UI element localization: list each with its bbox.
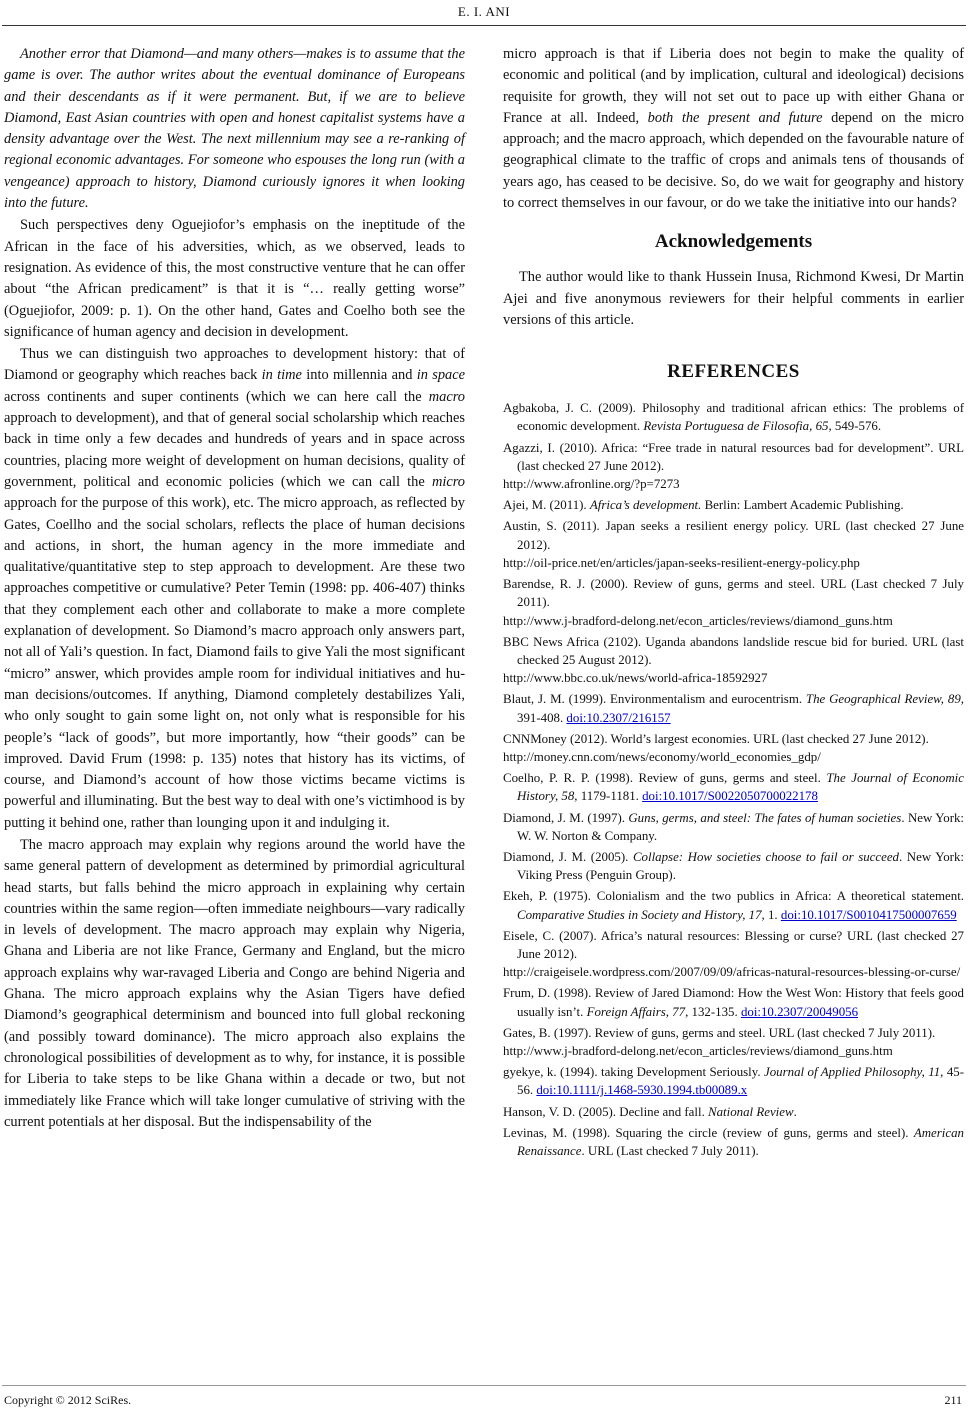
reference-text: BBC News Africa (2102). Uganda abandons landslide rescue bid for buried. URL (last checked 25 August 2012). — [503, 634, 964, 667]
reference-url[interactable]: http://craigeisele.wordpress.com/2007/09/09/africas-natural-resources-blessing-or-curse/ — [503, 965, 961, 980]
italic-text: Collapse: How societies choose to fail or succeed — [632, 849, 900, 864]
reference-item — [503, 399, 964, 435]
reference-item — [503, 769, 964, 805]
reference-item — [503, 887, 964, 923]
italic-text: American Renaissance — [517, 1125, 964, 1158]
reference-url[interactable]: http://money.cnn.com/news/economy/world_economies_gdp/ — [503, 749, 821, 764]
running-header: E. I. ANI — [457, 4, 511, 19]
reference-text: Hanson, V. D. (2005). Decline and fall. — [503, 1104, 709, 1119]
reference-url[interactable]: http://www.afronline.org/?p=7273 — [503, 477, 680, 492]
reference-text: Barendse, R. J. (2000). Review of guns, germs and steel. URL (Last checked 7 July 2011). — [503, 577, 964, 610]
italic-text: Africa’s development. — [589, 498, 702, 513]
reference-item — [503, 517, 964, 572]
body-paragraph — [4, 835, 465, 1133]
italic-text: both the present and future — [647, 109, 823, 126]
italic-text: Comparative Studies in Society and History, 17, — [517, 907, 765, 922]
doi-link[interactable]: doi:10.1017/S0010417500007659 — [780, 907, 957, 922]
reference-list — [503, 399, 964, 1160]
text-run: approach to development), and that of general social scholarship which reaches back in time only a few decades and hundreds of years and in space across countries, placing more weight of development on human decisions, quality of government, political and economic policies (which we can call the — [4, 410, 465, 490]
reference-text: . New York: Viking Press (Penguin Group). — [517, 849, 965, 883]
italic-text: in space — [416, 367, 465, 384]
reference-text: Levinas, M. (1998). Squaring the circle (review of guns, germs and steel). — [503, 1125, 914, 1140]
reference-item — [503, 927, 964, 982]
reference-url[interactable]: http://www.j-bradford-delong.net/econ_articles/reviews/diamond_guns.htm — [503, 613, 893, 628]
italic-text: Guns, germs, and steel: The fates of human societies — [628, 810, 902, 825]
reference-text: Ajei, M. (2011). — [503, 498, 590, 513]
footer-rule — [2, 1385, 966, 1386]
text-run: Thus we can distinguish two approaches to development history: that of Diamond or geography which reaches back — [4, 346, 465, 384]
reference-url[interactable]: http://www.j-bradford-delong.net/econ_articles/reviews/diamond_guns.htm — [503, 1043, 893, 1058]
italic-text: micro — [431, 473, 465, 490]
reference-item — [503, 984, 964, 1020]
italic-text: macro — [428, 388, 465, 405]
italic-text: The Geographical Review, 89, — [805, 692, 964, 707]
text-run: across continents and super continents (which we can here call the — [4, 388, 429, 405]
reference-text: gyekye, k. (1994). taking Development Seriously. — [503, 1065, 765, 1080]
acknowledgements-text: The author would like to thank Hussein Inusa, Richmond Kwesi, Dr Martin Ajei and five anonymous reviewers for their helpful comments in earlier versions of this article. — [503, 269, 964, 328]
reference-item — [503, 690, 964, 726]
left-column — [4, 44, 465, 1133]
reference-item — [503, 1124, 964, 1160]
italic-text: Foreign Affairs, 77, — [586, 1004, 689, 1019]
acknowledgements-heading: Acknowledgements — [654, 231, 813, 253]
reference-item — [503, 1103, 964, 1121]
italic-text: Journal of Applied Philosophy, 11, — [764, 1065, 944, 1080]
reference-text: 1. — [764, 907, 781, 922]
reference-item — [503, 496, 964, 514]
reference-text: Diamond, J. M. (2005). — [503, 849, 633, 864]
text-run: into millennia and — [301, 367, 417, 384]
reference-text: 45-56. — [517, 1065, 964, 1098]
doi-link[interactable]: doi:10.2307/20049056 — [740, 1004, 859, 1019]
doi-link[interactable]: doi:10.1111/j.1468-5930.1994.tb00089.x — [536, 1083, 748, 1098]
reference-item — [503, 633, 964, 688]
reference-url[interactable]: http://www.bbc.co.uk/news/world-africa-18592927 — [503, 671, 768, 686]
reference-item — [503, 1063, 964, 1099]
text-run: approach for the purpose of this work), etc. The micro approach, as reflected by Gates, Coellho and the social scholars, reflects the place of human decisions and actions, in short, the human agency in the more immediate and qualitative/quantitative step to step approach to development. Are these two approaches competitive or cumulative? Peter Temin (1998: pp. 406-407) thinks that they complement each other and collaborate to make a more complete explanation of development. So Diamond’s macro approach only answers part, not all of Yali’s question. In fact, Diamond fails to give Yali the most significant “micro” answer, which provides ample room for individual initiatives and human decisions/outcomes. If anything, Diamond completely destabilizes Yali, who only sought to gain some light on, not only what is responsible for his people’s “lack of goods”, but more importantly, how “their goods” can be improved. David Frum (1998: p. 135) notes that history has its victims, of course, and Diamond’s account of how those victims became victims is powerful and illuminating. But the best way to deal with one’s victimhood is by putting it behind one, rather than lounging upon it and indulging it. — [4, 495, 465, 831]
reference-text: Agazzi, I. (2010). Africa: “Free trade in natural resources bad for development”. URL (last checked 27 June 2012). — [503, 440, 964, 473]
reference-item — [503, 575, 964, 630]
reference-item — [503, 1024, 964, 1060]
reference-text: 549-576. — [831, 419, 882, 434]
reference-text: Agbakoba, J. C. (2009). Philosophy and traditional african ethics: The problems of economic development. — [503, 401, 964, 434]
text-run: Another error that Diamond—and many others—makes is to assume that the game is over. The author writes about the eventual dominance of Europeans and their descendants as if it were permanent. But, — [4, 46, 465, 105]
page-number: 211 — [944, 1393, 962, 1407]
italic-text: Revista Portuguesa de Filosofia, 65, — [643, 419, 832, 434]
text-run: depend on the micro approach; and the macro approach, which depended on the favourable nature of geographical climate to the traffic of crops and animals tens of thousands of years ago, has ceased to be decisive. So, do we wait for geography and history to correct themselves in our favour, or do we take the initiative into our hands? — [503, 109, 964, 212]
doi-link[interactable]: doi:10.2307/216157 — [566, 710, 671, 725]
reference-text: 132-135. — [688, 1004, 741, 1019]
text-run: micro approach is that if Liberia does not begin to make the quality of economic and political (and by implication, cultural and ideological) decisions requisite for growth, they will not set out to pace up with either Ghana or France at all. Indeed, — [503, 46, 964, 126]
reference-text: Frum, D. (1998). Review of Jared Diamond: How the West Won: History that feels good usually isn’t. — [503, 986, 964, 1019]
text-run: The macro approach may explain why regions around the world have the same general pattern of development as determined by primordial agricultural head starts, but falls behind the micro approach in explaining why certain countries within the same region—often immediate neighbours—vary radically in levels of development. The macro approach may explain why Nigeria, Ghana and Liberia are not like France, Germany and England, but the micro approach explains why war-ravaged Liberia and Congo are behind Nigeria and Ghana. The micro approach explains why the Asian Tigers have defied Diamond’s geographical determinism and bounced into full global reckoning (and possibly toward dominance). The micro approach also explains the chronological possibilities of development as to why, for instance, it is possible for Liberia to take steps to be like Ghana within a decade or two, but not immediately like France which will take longer cumulative of striving with the current potentials at her disposal. But the indispensability of the — [4, 836, 465, 1130]
references-heading: REFERENCES — [667, 361, 800, 383]
italic-text: National Review — [708, 1104, 794, 1119]
emphasis-text: if we are to believe Diamond — [4, 88, 465, 126]
reference-text: Berlin: Lambert Academic Publishing. — [701, 498, 904, 513]
reference-text: Coelho, P. R. P. (1998). Review of guns, germs and steel. — [503, 771, 827, 786]
reference-text: CNNMoney (2012). World’s largest economies. URL (last checked 27 June 2012). — [503, 731, 929, 746]
reference-text: . URL (Last checked 7 July 2011). — [581, 1143, 759, 1158]
reference-item — [503, 439, 964, 494]
reference-text: 1179-1181. — [577, 789, 643, 804]
reference-text: Eisele, C. (2007). Africa’s natural resources: Blessing or curse? URL (last checked 27 June 2012). — [503, 928, 964, 961]
text-run: , East Asian countries with open and honest capitalist systems have a density advantage over the West. The next millennium may see a re-ranking of regional economic advantages. For someone who espouses the long run (with a vengeance) approach to history, Diamond curiously ignores it when looking into the future. — [4, 109, 465, 212]
italic-text: The Journal of Economic History, 58, — [517, 771, 964, 804]
header-rule — [2, 25, 966, 26]
body-paragraph — [4, 215, 465, 343]
copyright-notice: Copyright © 2012 SciRes. — [4, 1393, 132, 1407]
reference-text: Austin, S. (2011). Japan seeks a resilient energy policy. URL (last checked 27 June 2012). — [503, 519, 964, 552]
reference-item — [503, 730, 964, 766]
body-paragraph — [4, 344, 465, 834]
reference-item — [503, 848, 964, 884]
reference-text: . New York: W. W. Norton & Company. — [517, 810, 965, 843]
right-column — [503, 44, 964, 1163]
reference-text: Blaut, J. M. (1999). Environmentalism and eurocentrism. — [503, 692, 806, 707]
reference-text: Ekeh, P. (1975). Colonialism and the two publics in Africa: A theoretical statement. — [503, 889, 964, 904]
reference-text: Diamond, J. M. (1997). — [503, 810, 629, 825]
body-paragraph — [503, 44, 964, 214]
reference-url[interactable]: http://oil-price.net/en/articles/japan-seeks-resilient-energy-policy.php — [503, 555, 860, 570]
italic-text: in time — [261, 367, 302, 384]
quoted-passage — [4, 44, 465, 214]
reference-text: . — [793, 1104, 797, 1119]
reference-text: 391-408. — [517, 710, 567, 725]
reference-text: Gates, B. (1997). Review of guns, germs and steel. URL (last checked 7 July 2011). — [503, 1025, 936, 1040]
text-run: Such perspectives deny Oguejiofor’s emphasis on the ineptitude of the African in the face of his adversities, which, as we observed, leads to resignation. As evidence of this, the most constructive venture that he can offer about “the African predicament” is that it is “… really getting worse” (Oguejiofor, 2009: p. 1). On the other hand, Gates and Coelho both see the significance of human agency and decision in development. — [4, 217, 465, 340]
reference-item — [503, 809, 964, 845]
doi-link[interactable]: doi:10.1017/S0022050700022178 — [642, 789, 818, 804]
